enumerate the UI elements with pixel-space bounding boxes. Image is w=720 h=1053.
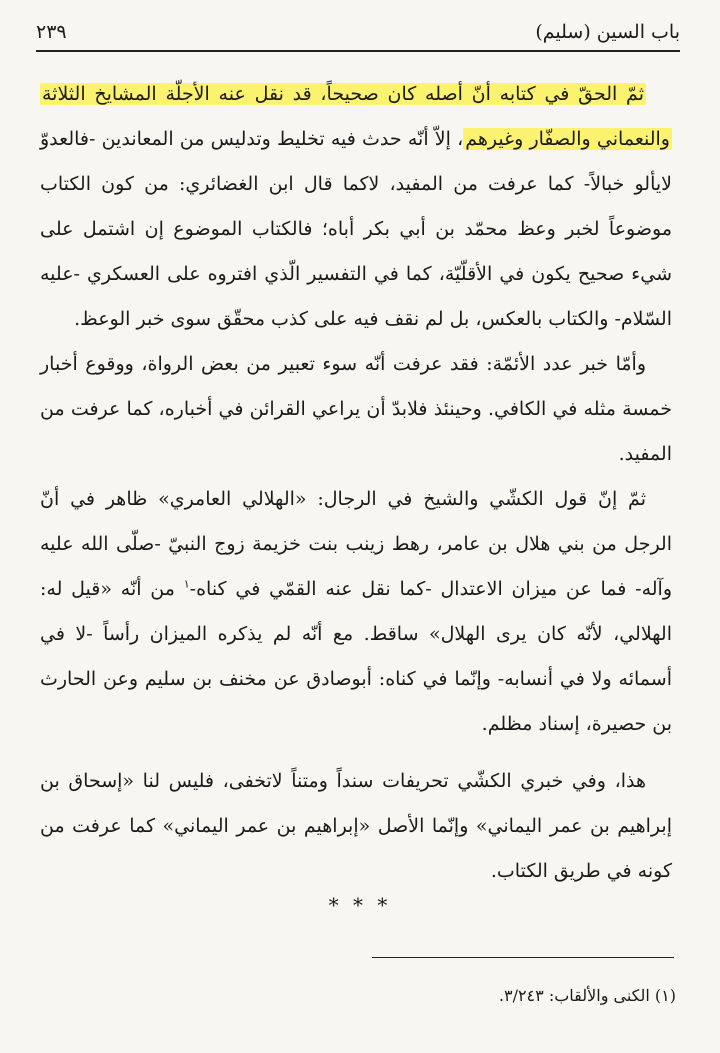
main-text (40, 72, 672, 894)
chapter-title: باب السين (سليم) (535, 21, 680, 43)
running-header (36, 14, 680, 50)
paragraph-3 (40, 477, 672, 747)
paragraph-1 (40, 72, 672, 342)
paragraph-4: هذا، وفي خبري الكشّي تحريفات سنداً ومتناً لاتخفى، فليس لنا «إسحاق بن إبراهيم بن عمر اليماني» وإنّما الأصل «إبراهيم بن عمر اليماني» كما عرفت من كونه في طريق الكتاب. (40, 770, 672, 882)
paragraph-3-text-a: ثمّ إنّ قول الكشّي والشيخ في الرجال: «الهلالي العامري» ظاهر في أنّ الرجل من بني هلال بن عامر، رهط زينب بنت خزيمة زوج النبيّ -صلّى الله عليه وآله- فما عن ميزان الاعتدال -كما نقل عنه القمّي في كناه- (40, 488, 672, 600)
section-separator: * * * (328, 893, 392, 917)
paragraph-2: وأمّا خبر عدد الأئمّة: فقد عرفت أنّه سوء تعبير من بعض الرواة، ووقوع أخبار خمسة مثله في الكافي. وحينئذ فلابدّ أن يراعي القرائن في أخباره، كما عرفت من المفيد. (40, 353, 672, 465)
paragraph-3-text-b: من أنّه «قيل له: الهلالي، لأنّه كان يرى الهلال» ساقط. مع أنّه لم يذكره الميزان رأساً -لا في أسمائه ولا في أنسابه- وإنّما في كناه: أبوصادق عن مخنف بن سليم وعن الحارث بن حصيرة، إسناد مظلم. (40, 578, 672, 735)
footnote-text: (١) الكنى والألقاب: ٣/٢٤٣. (498, 986, 676, 1005)
footnote-divider (372, 957, 674, 958)
header-divider (36, 50, 680, 52)
highlighted-passage: ثمّ الحقّ في كتابه أنّ أصله كان صحيحاً، قد نقل عنه الأجلّة المشايخ الثلاثة والنعماني والصفّار وغيرهم (42, 83, 670, 150)
paragraph-1-text: ، إلاّ أنّه حدث فيه تخليط وتدليس من المعاندين -فالعدوّ لايألو خبالاً- كما عرفت من المفيد، لاكما قال ابن الغضائري: من كون الكتاب موضوعاً لخبر وعظ محمّد بن أبي بكر أباه؛ فالكتاب الموضوع إن اشتمل على شيء صحيح يكون في الأقلّيّة، كما في التفسير الّذي افتروه على العسكري -عليه السّلام- والكتاب بالعكس، بل لم نقف فيه على كذب محقّق سوى خبر الوعظ. (40, 128, 672, 330)
footnote-reference[interactable]: ١ (183, 577, 190, 591)
page-number: ٢٣٩ (36, 21, 67, 43)
